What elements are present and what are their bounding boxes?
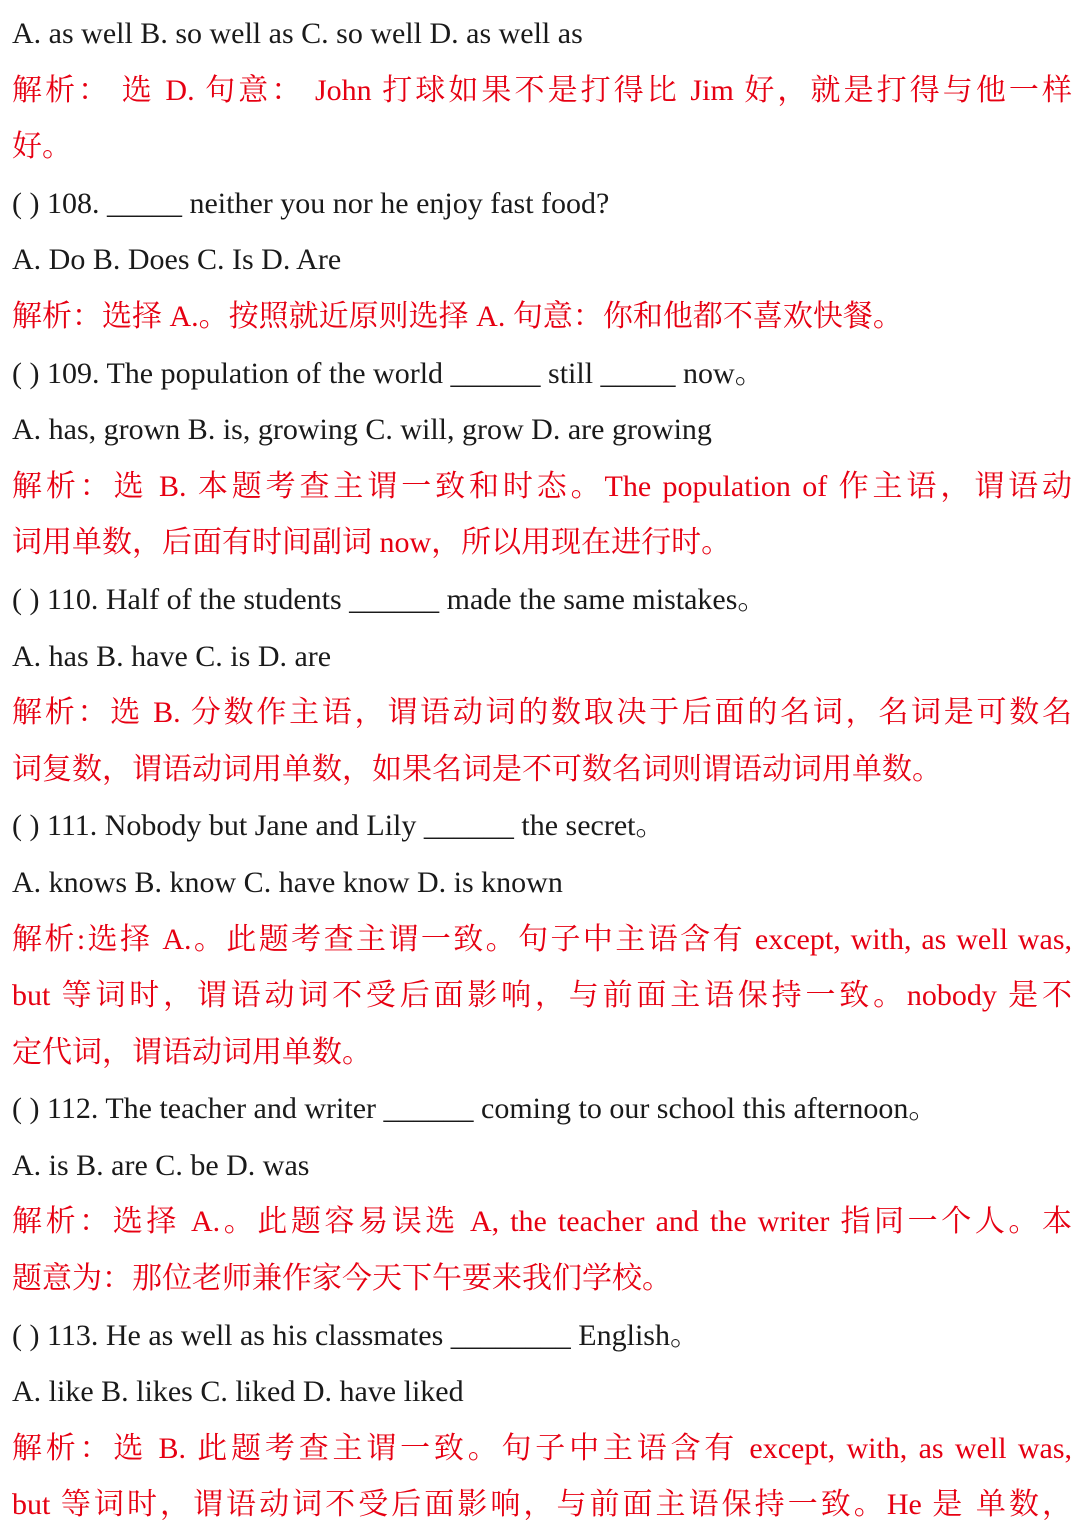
analysis-111-line-3: 定代词，谓语动词用单数。 [12, 1035, 372, 1069]
question-112: ( ) 112. The teacher and writer ______ coming to our school this afternoon。 [12, 1092, 939, 1126]
analysis-111-line-1: 解析:选择 A.。此题考查主谓一致。句子中主语含有 except, with, as well was, [12, 922, 1072, 956]
analysis-111-line-2: but 等词时，谓语动词不受后面影响，与前面主语保持一致。nobody 是不 [12, 979, 1072, 1013]
analysis-112-line-2: 题意为：那位老师兼作家今天下午要来我们学校。 [12, 1262, 672, 1296]
analysis-110-line-2: 词复数，谓语动词用单数，如果名词是不可数名词则谓语动词用单数。 [12, 752, 942, 786]
answer-options-112: A. is B. are C. be D. was [12, 1148, 310, 1182]
question-109: ( ) 109. The population of the world ______ still _____ now。 [12, 356, 765, 390]
answer-options-111: A. knows B. know C. have know D. is known [12, 865, 563, 899]
answer-options-107: A. as well B. so well as C. so well D. as well as [12, 17, 583, 50]
analysis-109-line-1: 解析：选 B. 本题考查主谓一致和时态。The population of 作主语，谓语动 [12, 469, 1072, 503]
analysis-107-line-2: 好。 [12, 130, 72, 164]
analysis-107-line-1: 解析： 选 D. 句意： John 打球如果不是打得比 Jim 好，就是打得与他一样 [12, 73, 1072, 107]
answer-options-113: A. like B. likes C. liked D. have liked [12, 1375, 464, 1409]
document-page [12, 6, 1072, 1534]
question-110: ( ) 110. Half of the students ______ made the same mistakes。 [12, 582, 768, 616]
question-108: ( ) 108. _____ neither you nor he enjoy fast food? [12, 186, 610, 220]
analysis-113-line-1: 解析：选 B. 此题考查主谓一致。句子中主语含有 except, with, as well was, [12, 1431, 1072, 1465]
analysis-112-line-1: 解析：选择 A.。此题容易误选 A, the teacher and the writer 指同一个人。本 [12, 1205, 1072, 1239]
answer-options-108: A. Do B. Does C. Is D. Are [12, 243, 342, 277]
question-113: ( ) 113. He as well as his classmates ________ English。 [12, 1318, 700, 1352]
analysis-108-line-1: 解析：选择 A.。按照就近原则选择 A. 句意：你和他都不喜欢快餐。 [12, 299, 903, 333]
answer-options-110: A. has B. have C. is D. are [12, 639, 332, 673]
answer-options-109: A. has, grown B. is, growing C. will, grow D. are growing [12, 413, 712, 447]
analysis-110-line-1: 解析：选 B. 分数作主语，谓语动词的数取决于后面的名词，名词是可数名 [12, 696, 1072, 730]
question-111: ( ) 111. Nobody but Jane and Lily ______ the secret。 [12, 809, 666, 843]
analysis-109-line-2: 词用单数，后面有时间副词 now，所以用现在进行时。 [12, 526, 732, 560]
analysis-113-line-2: but 等词时，谓语动词不受后面影响，与前面主语保持一致。He 是 单数， [12, 1488, 1072, 1522]
